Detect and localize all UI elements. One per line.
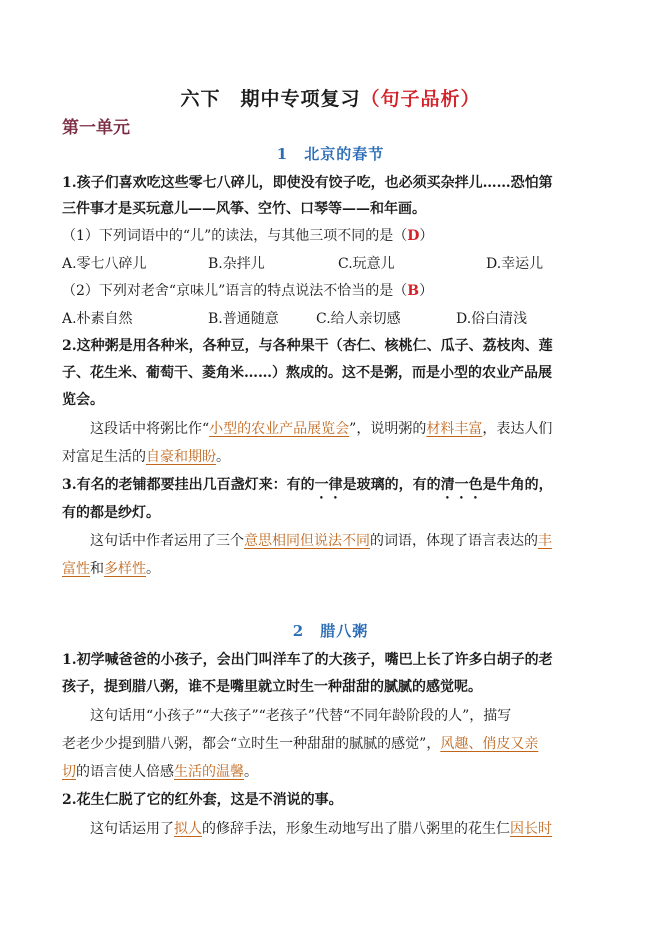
text: 这句话中作者运用了三个 <box>90 533 244 549</box>
l2-q1-analysis-3 <box>62 761 608 781</box>
text: 是玻璃的，有的 <box>342 477 441 493</box>
sub2-answer: B <box>407 283 420 299</box>
option-b: B.杂拌儿 <box>208 256 265 272</box>
title-paren: （句子品析） <box>360 88 481 110</box>
l1-q2-line2: 子、花生米、葡萄干、菱角米……）熬成的。这不是粥，而是小型的农业产品展 <box>62 365 552 381</box>
option-a: A.零七八碎儿 <box>62 256 147 272</box>
l1-q1-sub2 <box>62 280 608 300</box>
highlight: 因长时 <box>510 821 552 837</box>
text: 是牛角的， <box>482 477 553 493</box>
text: 的词语，体现了语言表达的 <box>370 533 538 549</box>
highlight: 小型的农业产品展览会 <box>209 421 350 437</box>
highlight: 多样性 <box>104 561 146 577</box>
text: 。 <box>146 561 160 577</box>
highlight: 切 <box>62 764 76 780</box>
page-title <box>0 84 661 111</box>
l1-q3-analysis-2 <box>62 558 608 578</box>
text: 这段话中将粥比作“ <box>90 421 210 437</box>
option-c: C.玩意儿 <box>338 256 395 272</box>
highlight: 富性 <box>62 561 90 577</box>
text: ”，说明粥的 <box>349 421 427 437</box>
sub1-suffix: ） <box>419 228 434 244</box>
l1-q2-analysis-1 <box>90 418 636 438</box>
l1-q2-analysis-2 <box>62 446 608 466</box>
text: 的修辞手法，形象生动地写出了腊八粥里的花生仁 <box>202 821 510 837</box>
highlight: 拟人 <box>174 821 202 837</box>
option-d: D.幸运儿 <box>486 256 544 272</box>
unit-label: 第一单元 <box>62 118 130 138</box>
sub1-answer: D <box>407 228 420 244</box>
text: 的语言使人倍感 <box>76 764 174 780</box>
option-c: C.给人亲切感 <box>316 311 401 327</box>
l2-q1-analysis-2 <box>62 733 608 753</box>
l1-q2-line1: 2.这种粥是用各种米，各种豆，与各种果干（杏仁、核桃仁、瓜子、荔枝肉、莲 <box>62 338 553 354</box>
highlight: 风趣、俏皮又亲 <box>440 736 539 752</box>
l1-q3-line1 <box>62 474 608 502</box>
text: 对富足生活的 <box>62 449 146 465</box>
l1-q2-line3: 览会。 <box>62 392 104 408</box>
l2-q2-analysis-1 <box>90 818 636 838</box>
highlight: 意思相同但说法不同 <box>244 533 370 549</box>
title-main: 六下 期中专项复习 <box>180 88 361 110</box>
l2-q2-line1: 2.花生仁脱了它的红外套，这是不消说的事。 <box>62 792 343 808</box>
highlight: 材料丰富 <box>426 421 483 437</box>
text: 。 <box>216 449 230 465</box>
emphasized-word: 清一色 <box>440 477 483 493</box>
lesson-1-heading: 1 北京的春节 <box>276 145 385 163</box>
text: 和 <box>90 561 104 577</box>
sub1-text: （1）下列词语中的“儿”的读法，与其他三项不同的是（ <box>62 228 408 244</box>
l1-q1-line1: 1.孩子们喜欢吃这些零七八碎儿，即使没有饺子吃，也必须买杂拌儿……恐怕第 <box>62 175 553 191</box>
l1-q3-line2: 有的都是纱灯。 <box>62 505 160 521</box>
option-a: A.朴素自然 <box>62 311 133 327</box>
text: ，表达人们 <box>482 421 553 437</box>
sub2-text: （2）下列对老舍“京味儿”语言的特点说法不恰当的是（ <box>62 283 408 299</box>
emphasized-word: 一律 <box>314 477 343 493</box>
text: 3.有名的老铺都要挂出几百盏灯来：有的 <box>62 477 315 493</box>
text: 这句话运用了 <box>90 821 174 837</box>
l2-q1-analysis-1: 这句话用“小孩子”“大孩子”“老孩子”代替“不同年龄阶段的人”，描写 <box>90 708 512 724</box>
text: 。 <box>244 764 258 780</box>
text: 老老少少提到腊八粥，都会“立时生一种甜甜的腻腻的感觉”， <box>62 736 441 752</box>
l1-q1-line2: 三件事才是买玩意儿——风筝、空竹、口琴等——和年画。 <box>62 201 426 217</box>
l1-q1-sub1 <box>62 225 608 245</box>
highlight: 生活的温馨 <box>174 764 244 780</box>
option-b: B.普通随意 <box>208 311 279 327</box>
highlight: 丰 <box>538 533 552 549</box>
l2-q1-line2: 孩子，提到腊八粥，谁不是嘴里就立时生一种甜甜的腻腻的感觉呢。 <box>62 679 482 695</box>
sub2-suffix: ） <box>419 283 434 299</box>
l1-q3-analysis-1 <box>90 530 636 550</box>
option-d: D.俗白清浅 <box>456 311 528 327</box>
highlight: 自豪和期盼 <box>146 449 216 465</box>
l2-q1-line1: 1.初学喊爸爸的小孩子，会出门叫洋车了的大孩子，嘴巴上长了许多白胡子的老 <box>62 652 553 668</box>
lesson-2-heading: 2 腊八粥 <box>292 622 369 640</box>
